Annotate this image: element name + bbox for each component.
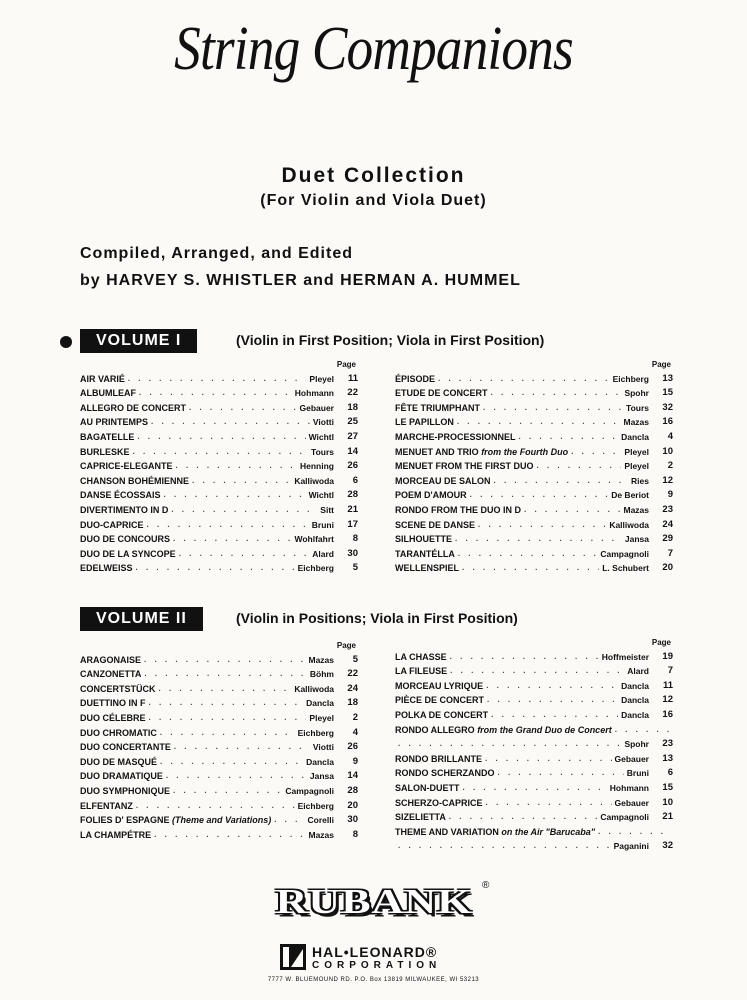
- leader-dots: [274, 814, 304, 826]
- leader-dots: [160, 756, 303, 768]
- leader-dots: [519, 431, 619, 443]
- contents-entry: [395, 823, 673, 838]
- entry-page: 25: [347, 416, 358, 428]
- entry-page: 5: [352, 562, 358, 574]
- leader-dots: [450, 665, 624, 677]
- registered-mark: ®: [482, 880, 490, 891]
- page-column-label: Page: [336, 641, 356, 650]
- contents-entry: [80, 428, 358, 443]
- contents-entry: [395, 385, 673, 400]
- entry-title: MORCEAU LYRIQUE: [395, 680, 484, 691]
- distributor-name: HAL•LEONARD®: [312, 944, 438, 960]
- contents-entry: [395, 428, 673, 443]
- contents-entry: [395, 692, 673, 707]
- entry-page: 9: [667, 489, 673, 501]
- entry-composer: Corelli: [307, 815, 334, 826]
- entry-title: FOLIES D' ESPAGNE (Theme and Variations): [80, 815, 272, 826]
- entry-title: DUO DE CONCOURS: [80, 534, 171, 545]
- entry-composer: Eichberg: [297, 800, 334, 811]
- entry-page: 17: [347, 518, 358, 530]
- leader-dots: [154, 829, 305, 841]
- contents-entry: [395, 779, 673, 794]
- volume-2-badge: VOLUME II: [80, 607, 203, 631]
- leader-dots: [137, 431, 305, 443]
- entry-composer: Dancla: [306, 698, 334, 709]
- leader-dots: [462, 562, 599, 574]
- entry-page: 6: [352, 474, 358, 486]
- contents-entry: [80, 739, 358, 754]
- leader-dots: [498, 767, 624, 779]
- entry-composer: Gebauer: [614, 753, 649, 764]
- entry-composer: Pleyel: [624, 446, 649, 457]
- entry-title: ETUDE DE CONCERT: [395, 388, 488, 399]
- entry-title: SALON-DUETT: [395, 782, 460, 793]
- leader-dots: [136, 562, 295, 574]
- contents-entry: [80, 458, 358, 473]
- entry-composer: Mazas: [623, 504, 649, 515]
- selected-bullet-icon: [60, 336, 72, 348]
- contents-entry: [395, 560, 673, 575]
- leader-dots: [144, 654, 305, 666]
- authors-line: by HARVEY S. WHISTLER and HERMAN A. HUMMEL: [80, 272, 521, 289]
- contents-entry: [395, 809, 673, 824]
- entry-page: 21: [347, 503, 358, 515]
- leader-dots: [524, 504, 620, 516]
- leader-dots: [398, 840, 611, 852]
- entry-title: MENUET AND TRIO from the Fourth Duo: [395, 446, 569, 457]
- entry-composer: Pleyel: [309, 712, 334, 723]
- leader-dots: [494, 475, 629, 487]
- entry-title: ELFENTANZ: [80, 800, 133, 811]
- entry-page: 28: [347, 784, 358, 796]
- entry-page: 8: [352, 533, 358, 545]
- entry-title: DUETTINO IN F: [80, 698, 146, 709]
- leader-dots: [598, 826, 670, 838]
- entry-page: 4: [352, 726, 358, 738]
- contents-entry: [395, 545, 673, 560]
- contents-entry: [395, 750, 673, 765]
- leader-dots: [491, 387, 622, 399]
- entry-composer: Jansa: [309, 771, 334, 782]
- contents-entry: [395, 677, 673, 692]
- entry-composer: Bruni: [311, 519, 334, 530]
- entry-title: BAGATELLE: [80, 431, 135, 442]
- entry-page: 2: [352, 711, 358, 723]
- page-column-label: Page: [336, 360, 356, 369]
- leader-dots: [483, 402, 623, 414]
- entry-title: LA CHAMPÉTRE: [80, 829, 152, 840]
- contents-entry: [395, 531, 673, 546]
- contents-entry: [80, 501, 358, 516]
- contents-entry: [395, 414, 673, 429]
- entry-title: ÉPISODE: [395, 373, 436, 384]
- leader-dots: [128, 373, 307, 385]
- entry-title: CONCERTSTÜCK: [80, 683, 156, 694]
- instrumentation-subtitle: (For Violin and Viola Duet): [260, 192, 487, 209]
- entry-composer: L. Schubert: [602, 563, 649, 574]
- leader-dots: [478, 519, 606, 531]
- entry-composer: Kalliwoda: [609, 519, 649, 530]
- contents-entry: [80, 826, 358, 841]
- entry-composer: Henning: [300, 461, 334, 472]
- contents-entry: [80, 414, 358, 429]
- leader-dots: [438, 373, 610, 385]
- entry-note: from the Fourth Duo: [481, 446, 569, 457]
- leader-dots: [487, 694, 618, 706]
- contents-entry: [395, 721, 673, 736]
- entry-page: 4: [667, 430, 673, 442]
- entry-title: DUO DE MASQUÉ: [80, 756, 158, 767]
- entry-title: DUO-CAPRICE: [80, 519, 144, 530]
- entry-page: 28: [347, 489, 358, 501]
- leader-dots: [398, 738, 621, 750]
- contents-entry: [80, 724, 358, 739]
- entry-composer: Eichberg: [297, 727, 334, 738]
- entry-page: 8: [352, 828, 358, 840]
- leader-dots: [571, 446, 621, 458]
- contents-entry: [80, 370, 358, 385]
- leader-dots: [615, 724, 670, 736]
- entry-page: 13: [662, 752, 673, 764]
- entry-page: 16: [662, 416, 673, 428]
- entry-title: WELLENSPIEL: [395, 563, 460, 574]
- entry-page: 18: [347, 697, 358, 709]
- entry-composer: Tours: [626, 402, 649, 413]
- entry-composer: Alard: [627, 666, 649, 677]
- contents-entry: [80, 560, 358, 575]
- entry-title: ARAGONAISE: [80, 654, 142, 665]
- entry-title: TARANTÉLLA: [395, 548, 455, 559]
- leader-dots: [164, 489, 306, 501]
- contents-entry: [80, 709, 358, 724]
- entry-page: 12: [662, 474, 673, 486]
- entry-composer: Mazas: [623, 417, 649, 428]
- entry-title: DIVERTIMENTO IN D: [80, 504, 169, 515]
- leader-dots: [458, 548, 598, 560]
- entry-title: FÊTE TRIUMPHANT: [395, 402, 480, 413]
- entry-composer: Tours: [311, 446, 334, 457]
- entry-title: DUO CÉLEBRE: [80, 712, 146, 723]
- entry-page: 23: [662, 738, 673, 750]
- contents-entry: [80, 399, 358, 414]
- page-title: String Companions: [174, 15, 573, 83]
- entry-composer: Mazas: [308, 654, 334, 665]
- contents-entry: [80, 531, 358, 546]
- entry-page: 23: [662, 503, 673, 515]
- entry-page: 7: [667, 665, 673, 677]
- leader-dots: [491, 709, 618, 721]
- entry-composer: Ries: [631, 475, 649, 486]
- leader-dots: [179, 548, 310, 560]
- leader-dots: [147, 519, 309, 531]
- entry-composer: Gebauer: [614, 797, 649, 808]
- entry-title: AIR VARIÉ: [80, 373, 125, 384]
- entry-title: ALLEGRO DE CONCERT: [80, 402, 187, 413]
- entry-composer: Gebauer: [299, 402, 334, 413]
- leader-dots: [174, 741, 310, 753]
- entry-title: SIZELIETTA: [395, 812, 446, 823]
- entry-page: 7: [667, 547, 673, 559]
- entry-title: PIÈCE DE CONCERT: [395, 695, 485, 706]
- entry-composer: Eichberg: [297, 563, 334, 574]
- leader-dots: [149, 697, 304, 709]
- entry-composer: Jansa: [624, 534, 649, 545]
- entry-page: 18: [347, 401, 358, 413]
- entry-composer: Hohmann: [294, 388, 334, 399]
- entry-composer: Sitt: [320, 504, 334, 515]
- leader-dots: [470, 489, 609, 501]
- contents-entry: [80, 487, 358, 502]
- contents-entry: [80, 666, 358, 681]
- entry-page: 14: [347, 445, 358, 457]
- entry-page: 15: [662, 387, 673, 399]
- entry-title: AU PRINTEMPS: [80, 417, 149, 428]
- entry-composer: Bruni: [626, 768, 649, 779]
- entry-title: POEM D'AMOUR: [395, 490, 467, 501]
- entry-page: 20: [662, 562, 673, 574]
- entry-title: SCENE DE DANSE: [395, 519, 476, 530]
- entry-page: 20: [347, 799, 358, 811]
- entry-note: from the Grand Duo de Concert: [477, 724, 612, 735]
- entry-composer: Kalliwoda: [294, 683, 334, 694]
- entry-composer: Campagnoli: [285, 785, 334, 796]
- contents-entry: [395, 794, 673, 809]
- volume-2-left-column: [80, 641, 358, 841]
- leader-dots: [485, 753, 612, 765]
- contents-entry: [395, 765, 673, 780]
- page-column-label: Page: [651, 360, 671, 369]
- volume-1-badge: VOLUME I: [80, 329, 197, 353]
- entry-composer: Alard: [312, 548, 334, 559]
- leader-dots: [171, 504, 317, 516]
- entry-composer: Pleyel: [309, 373, 334, 384]
- entry-page: 32: [662, 840, 673, 852]
- contents-entry: [395, 648, 673, 663]
- entry-title: DUO SYMPHONIQUE: [80, 785, 171, 796]
- entry-title: CANZONETTA: [80, 669, 142, 680]
- entry-title: THEME AND VARIATION on the Air "Barucaba": [395, 826, 596, 837]
- leader-dots: [192, 475, 291, 487]
- entry-page: 22: [347, 387, 358, 399]
- entry-title: RONDO BRILLANTE: [395, 753, 482, 764]
- volume-2-description: (Violin in Positions; Viola in First Position): [236, 610, 518, 626]
- volume-1-right-column: [395, 360, 673, 574]
- entry-composer: Dancla: [621, 431, 649, 442]
- entry-title: DUO CHROMATIC: [80, 727, 157, 738]
- entry-title: POLKA DE CONCERT: [395, 709, 489, 720]
- leader-dots: [486, 797, 612, 809]
- leader-dots: [173, 785, 282, 797]
- entry-composer: Pleyel: [624, 461, 649, 472]
- entry-composer: Wichtl: [308, 490, 334, 501]
- leader-dots: [160, 727, 295, 739]
- leader-dots: [486, 680, 618, 692]
- contents-entry: [80, 695, 358, 710]
- contents-entry: [395, 516, 673, 531]
- entry-title: RONDO FROM THE DUO IN D: [395, 504, 521, 515]
- entry-composer: Viotti: [312, 417, 334, 428]
- entry-note: on the Air "Barucaba": [501, 826, 596, 837]
- entry-note: (Theme and Variations): [172, 815, 272, 826]
- contents-entry: [395, 706, 673, 721]
- entry-page: 13: [662, 372, 673, 384]
- entry-composer: Dancla: [621, 680, 649, 691]
- leader-dots: [457, 416, 621, 428]
- contents-entry: [395, 501, 673, 516]
- contents-entry: [80, 651, 358, 666]
- contents-entry: [80, 782, 358, 797]
- entry-composer: Eichberg: [612, 373, 649, 384]
- entry-page: 26: [347, 741, 358, 753]
- volume-2-right-column: [395, 638, 673, 852]
- contents-entry: [395, 487, 673, 502]
- distributor-sub: CORPORATION: [312, 960, 442, 971]
- entry-title: RONDO ALLEGRO from the Grand Duo de Concert: [395, 724, 612, 735]
- entry-page: 11: [347, 372, 358, 384]
- leader-dots: [537, 460, 622, 472]
- leader-dots: [173, 533, 291, 545]
- contents-entry: [395, 370, 673, 385]
- entry-composer: Kalliwoda: [294, 475, 334, 486]
- entry-title: CHANSON BOHÉMIENNE: [80, 475, 190, 486]
- entry-composer: Spohr: [624, 388, 649, 399]
- credit-line: Compiled, Arranged, and Edited: [80, 245, 353, 262]
- contents-entry: [395, 458, 673, 473]
- leader-dots: [455, 533, 622, 545]
- contents-entry: [80, 516, 358, 531]
- entry-title: DUO DRAMATIQUE: [80, 771, 163, 782]
- entry-page: 29: [662, 533, 673, 545]
- leader-dots: [151, 416, 310, 428]
- leader-dots: [189, 402, 296, 414]
- entry-page: 24: [662, 518, 673, 530]
- entry-composer: Mazas: [308, 829, 334, 840]
- entry-page: 32: [662, 401, 673, 413]
- entry-title: MARCHE-PROCESSIONNEL: [395, 431, 516, 442]
- publisher-address: 7777 W. BLUEMOUND RD. P.O. Box 13819 MILWAUKEE, WI 53213: [267, 977, 480, 983]
- leader-dots: [166, 770, 307, 782]
- entry-composer: Spohr: [624, 739, 649, 750]
- entry-page: 22: [347, 668, 358, 680]
- entry-page: 24: [347, 682, 358, 694]
- entry-page: 30: [347, 814, 358, 826]
- contents-entry: [80, 753, 358, 768]
- leader-dots: [133, 446, 309, 458]
- entry-composer: Dancla: [621, 695, 649, 706]
- entry-title: BURLESKE: [80, 446, 130, 457]
- leader-dots: [449, 811, 598, 823]
- contents-entry: [80, 680, 358, 695]
- leader-dots: [176, 460, 297, 472]
- contents-entry: [80, 385, 358, 400]
- entry-title: LA CHASSE: [395, 651, 447, 662]
- entry-composer: Campagnoli: [600, 548, 649, 559]
- entry-page: 27: [347, 430, 358, 442]
- entry-title: RONDO SCHERZANDO: [395, 768, 495, 779]
- entry-page: 5: [352, 653, 358, 665]
- page-column-label: Page: [651, 638, 671, 647]
- entry-page: 12: [662, 694, 673, 706]
- contents-entry: [80, 545, 358, 560]
- entry-composer: Hoffmeister: [601, 651, 649, 662]
- entry-title: DUO DE LA SYNCOPE: [80, 548, 176, 559]
- entry-page: 11: [662, 679, 673, 691]
- leader-dots: [136, 800, 295, 812]
- entry-title: EDELWEISS: [80, 563, 133, 574]
- contents-entry: [80, 768, 358, 783]
- leader-dots: [149, 712, 307, 724]
- entry-title: LE PAPILLON: [395, 417, 454, 428]
- contents-entry: [80, 443, 358, 458]
- entry-composer: Campagnoli: [600, 812, 649, 823]
- entry-composer: De Beriot: [611, 490, 649, 501]
- contents-entry: [395, 443, 673, 458]
- entry-title: SILHOUETTE: [395, 534, 453, 545]
- rubank-logo: RUBANK: [275, 881, 473, 922]
- entry-page: 21: [662, 811, 673, 823]
- leader-dots: [159, 683, 292, 695]
- entry-page: 16: [662, 708, 673, 720]
- leader-dots: [139, 387, 292, 399]
- entry-page: 6: [667, 767, 673, 779]
- entry-page: 9: [352, 755, 358, 767]
- contents-entry: [395, 399, 673, 414]
- subtitle: Duet Collection: [281, 164, 466, 187]
- entry-composer: Paganini: [613, 841, 649, 852]
- entry-title: SCHERZO-CAPRICE: [395, 797, 483, 808]
- entry-page: 19: [662, 650, 673, 662]
- leader-dots: [144, 668, 307, 680]
- contents-entry: [395, 472, 673, 487]
- entry-composer: Dancla: [306, 756, 334, 767]
- entry-composer: Böhm: [309, 669, 334, 680]
- contents-entry: [80, 472, 358, 487]
- entry-title: ALBUMLEAF: [80, 388, 136, 399]
- entry-title: DANSE ÉCOSSAIS: [80, 490, 161, 501]
- entry-title: DUO CONCERTANTE: [80, 742, 171, 753]
- entry-composer: Wohlfahrt: [294, 534, 334, 545]
- entry-page: 14: [347, 770, 358, 782]
- entry-page: 15: [662, 781, 673, 793]
- entry-composer: Wichtl: [308, 431, 334, 442]
- contents-entry: [80, 812, 358, 827]
- volume-1-left-column: [80, 360, 358, 574]
- contents-entry: [395, 663, 673, 678]
- entry-page: 10: [662, 445, 673, 457]
- entry-page: 2: [667, 460, 673, 472]
- entry-title: LA FILEUSE: [395, 666, 448, 677]
- entry-composer: Hohmann: [609, 782, 649, 793]
- entry-composer: Viotti: [312, 742, 334, 753]
- leader-dots: [463, 782, 607, 794]
- hal-leonard-logo-icon: [280, 944, 306, 970]
- leader-dots: [450, 651, 599, 663]
- contents-entry: [80, 797, 358, 812]
- contents-entry: [395, 838, 673, 853]
- entry-page: 30: [347, 547, 358, 559]
- contents-entry: [395, 736, 673, 751]
- volume-1-description: (Violin in First Position; Viola in First Position): [236, 332, 545, 348]
- entry-page: 26: [347, 460, 358, 472]
- entry-page: 10: [662, 796, 673, 808]
- entry-title: MORCEAU DE SALON: [395, 475, 491, 486]
- entry-composer: Dancla: [621, 709, 649, 720]
- entry-title: CAPRICE-ELEGANTE: [80, 461, 173, 472]
- entry-title: MENUET FROM THE FIRST DUO: [395, 461, 534, 472]
